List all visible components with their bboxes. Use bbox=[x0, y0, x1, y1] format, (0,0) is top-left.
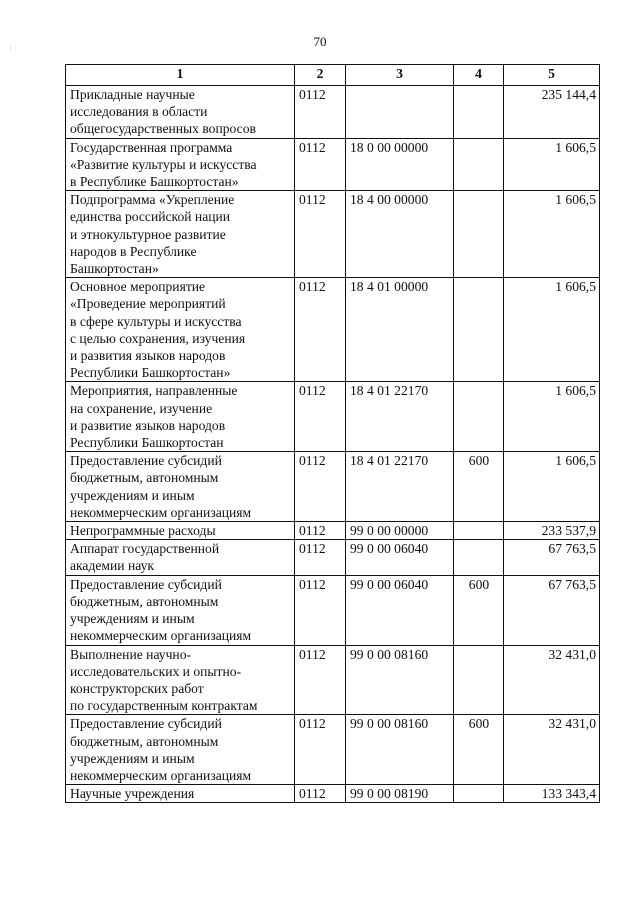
table-row bbox=[66, 382, 600, 452]
row-expense-type bbox=[454, 645, 504, 715]
row-section: 0112 bbox=[295, 575, 346, 645]
page-number: 70 bbox=[313, 34, 327, 49]
row-expense-type bbox=[454, 785, 504, 803]
row-amount: 1 606,5 bbox=[504, 191, 600, 278]
row-section: 0112 bbox=[295, 138, 346, 191]
row-amount: 1 606,5 bbox=[504, 278, 600, 382]
row-expense-type: 600 bbox=[454, 452, 504, 522]
table-row bbox=[66, 522, 600, 540]
row-section: 0112 bbox=[295, 382, 346, 452]
row-section: 0112 bbox=[295, 715, 346, 785]
row-target-article: 99 0 00 06040 bbox=[346, 575, 454, 645]
row-target-article: 18 4 00 00000 bbox=[346, 191, 454, 278]
row-section: 0112 bbox=[295, 540, 346, 575]
row-amount: 32 431,0 bbox=[504, 645, 600, 715]
row-expense-type: 600 bbox=[454, 575, 504, 645]
row-target-article: 99 0 00 08160 bbox=[346, 715, 454, 785]
column-header-2: 2 bbox=[295, 65, 346, 86]
row-amount: 1 606,5 bbox=[504, 138, 600, 191]
column-header-4: 4 bbox=[454, 65, 504, 86]
row-name: Подпрограмма «Укрепление единства российской нации и этнокультурное развитие народов в Республике Башкортостан» bbox=[66, 191, 295, 278]
row-expense-type bbox=[454, 522, 504, 540]
column-header-3: 3 bbox=[346, 65, 454, 86]
row-name: Предоставление субсидий бюджетным, автономным учреждениям и иным некоммерческим организациям bbox=[66, 452, 295, 522]
table-row bbox=[66, 138, 600, 191]
row-expense-type bbox=[454, 540, 504, 575]
row-name: Аппарат государственной академии наук bbox=[66, 540, 295, 575]
row-expense-type bbox=[454, 278, 504, 382]
row-section: 0112 bbox=[295, 645, 346, 715]
row-target-article: 18 4 01 22170 bbox=[346, 452, 454, 522]
row-name: Выполнение научно- исследовательских и опытно- конструкторских работ по государственным контрактам bbox=[66, 645, 295, 715]
row-expense-type bbox=[454, 191, 504, 278]
row-name: Непрограммные расходы bbox=[66, 522, 295, 540]
row-expense-type bbox=[454, 382, 504, 452]
row-section: 0112 bbox=[295, 452, 346, 522]
row-target-article: 99 0 00 06040 bbox=[346, 540, 454, 575]
row-amount: 233 537,9 bbox=[504, 522, 600, 540]
row-name: Государственная программа «Развитие культуры и искусства в Республике Башкортостан» bbox=[66, 138, 295, 191]
column-header-1: 1 bbox=[66, 65, 295, 86]
row-section: 0112 bbox=[295, 86, 346, 139]
row-amount: 1 606,5 bbox=[504, 452, 600, 522]
row-target-article: 99 0 00 08160 bbox=[346, 645, 454, 715]
row-expense-type: 600 bbox=[454, 715, 504, 785]
row-name: Мероприятия, направленные на сохранение, изучение и развитие языков народов Республики Башкортостан bbox=[66, 382, 295, 452]
row-target-article: 18 0 00 00000 bbox=[346, 138, 454, 191]
row-amount: 67 763,5 bbox=[504, 575, 600, 645]
row-name: Предоставление субсидий бюджетным, автономным учреждениям и иным некоммерческим организациям bbox=[66, 715, 295, 785]
row-name: Научные учреждения bbox=[66, 785, 295, 803]
row-section: 0112 bbox=[295, 278, 346, 382]
table-row bbox=[66, 785, 600, 803]
row-section: 0112 bbox=[295, 522, 346, 540]
row-target-article: 99 0 00 08190 bbox=[346, 785, 454, 803]
row-amount: 235 144,4 bbox=[504, 86, 600, 139]
stray-mark: · bbox=[9, 44, 12, 53]
row-amount: 32 431,0 bbox=[504, 715, 600, 785]
row-amount: 133 343,4 bbox=[504, 785, 600, 803]
table-row bbox=[66, 715, 600, 785]
row-expense-type bbox=[454, 138, 504, 191]
row-section: 0112 bbox=[295, 785, 346, 803]
row-section: 0112 bbox=[295, 191, 346, 278]
row-amount: 67 763,5 bbox=[504, 540, 600, 575]
row-expense-type bbox=[454, 86, 504, 139]
row-target-article: 18 4 01 22170 bbox=[346, 382, 454, 452]
column-header-5: 5 bbox=[504, 65, 600, 86]
table-row bbox=[66, 645, 600, 715]
row-amount: 1 606,5 bbox=[504, 382, 600, 452]
row-name: Прикладные научные исследования в области общегосударственных вопросов bbox=[66, 86, 295, 139]
table-row bbox=[66, 575, 600, 645]
table-row bbox=[66, 191, 600, 278]
table-header-row bbox=[66, 65, 600, 86]
row-name: Основное мероприятие «Проведение мероприятий в сфере культуры и искусства с целью сохранения, изучения и развития языков народов Республики Башкортостан» bbox=[66, 278, 295, 382]
table-row bbox=[66, 540, 600, 575]
budget-table bbox=[65, 64, 600, 803]
row-name: Предоставление субсидий бюджетным, автономным учреждениям и иным некоммерческим организациям bbox=[66, 575, 295, 645]
row-target-article bbox=[346, 86, 454, 139]
table-row bbox=[66, 86, 600, 139]
table-row bbox=[66, 452, 600, 522]
row-target-article: 99 0 00 00000 bbox=[346, 522, 454, 540]
row-target-article: 18 4 01 00000 bbox=[346, 278, 454, 382]
table-row bbox=[66, 278, 600, 382]
